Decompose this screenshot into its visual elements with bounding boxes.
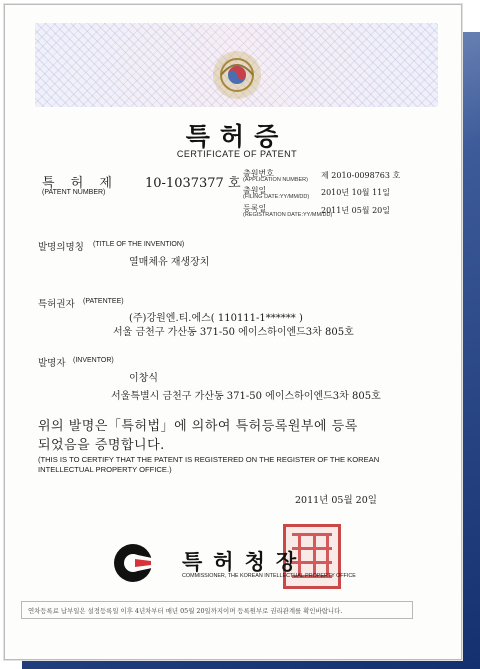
certificate-title-en: CERTIFICATE OF PATENT	[176, 149, 298, 159]
invention-title: 열매체유 재생장치	[129, 257, 210, 268]
application-number-value: 제 2010-0098763 호	[321, 171, 401, 180]
certificate-page	[4, 4, 462, 660]
registration-date-label-en: (REGISTRATION DATE:YY/MM/DD)	[243, 212, 333, 218]
certification-statement-en-line2: INTELLECTUAL PROPERTY OFFICE.)	[38, 465, 172, 474]
national-emblem-icon	[211, 49, 263, 101]
kipo-logo-icon	[112, 542, 154, 584]
inventor-address: 서울특별시 금천구 가산동 371-50 에이스하이엔드3차 805호	[111, 391, 381, 402]
registration-date-label: 등록일	[243, 204, 267, 213]
filing-date-label-en: (FILING DATE:YY/MM/DD)	[243, 194, 310, 200]
annual-fee-notice: 연차등록료 납부일은 설정등록일 이후 4년차부터 매년 05월 20일까지이며 등록원부로 권리관계를 확인바랍니다.	[21, 601, 413, 619]
certification-statement-line2: 되었음을 증명합니다.	[38, 438, 165, 453]
inventor-name: 이창식	[129, 373, 158, 384]
issuer-name-en: COMMISSIONER, THE KOREAN INTELLECTUAL PROPERTY OFFICE	[182, 573, 356, 579]
inventor-label: 발명자	[38, 358, 66, 369]
patentee-label-en: (PATENTEE)	[83, 298, 124, 305]
patentee-address: 서울 금천구 가산동 371-50 에이스하이엔드3차 805호	[113, 327, 354, 338]
patentee-name: (주)강원엔.티.에스( 110111-1****** )	[129, 313, 303, 324]
patent-number-label: 특 허 제	[42, 176, 118, 191]
certification-statement-en-line1: (THIS IS TO CERTIFY THAT THE PATENT IS REGISTERED ON THE REGISTER OF THE KOREAN	[38, 455, 380, 464]
patent-number: 10-1037377 호	[145, 176, 241, 191]
filing-date-label: 출원일	[243, 186, 267, 195]
filing-date-value: 2010년 10월 11일	[321, 188, 390, 197]
application-number-label-en: (APPLICATION NUMBER)	[243, 177, 308, 183]
certificate-title: 특허증	[185, 122, 289, 151]
registration-date-value: 2011년 05월 20일	[321, 206, 390, 215]
certification-statement-line1: 위의 발명은「특허법」에 의하여 특허등록원부에 등록	[38, 419, 358, 434]
patentee-label: 특허권자	[38, 299, 75, 310]
application-number-label: 출원번호	[243, 169, 274, 178]
invention-title-label-en: (TITLE OF THE INVENTION)	[93, 241, 185, 248]
inventor-label-en: (INVENTOR)	[73, 357, 114, 364]
patent-number-label-en: (PATENT NUMBER)	[42, 189, 106, 196]
invention-title-label: 발명의명칭	[38, 242, 84, 253]
issue-date: 2011년 05월 20일	[295, 495, 377, 506]
issuer-name: 특허청장	[182, 550, 308, 574]
